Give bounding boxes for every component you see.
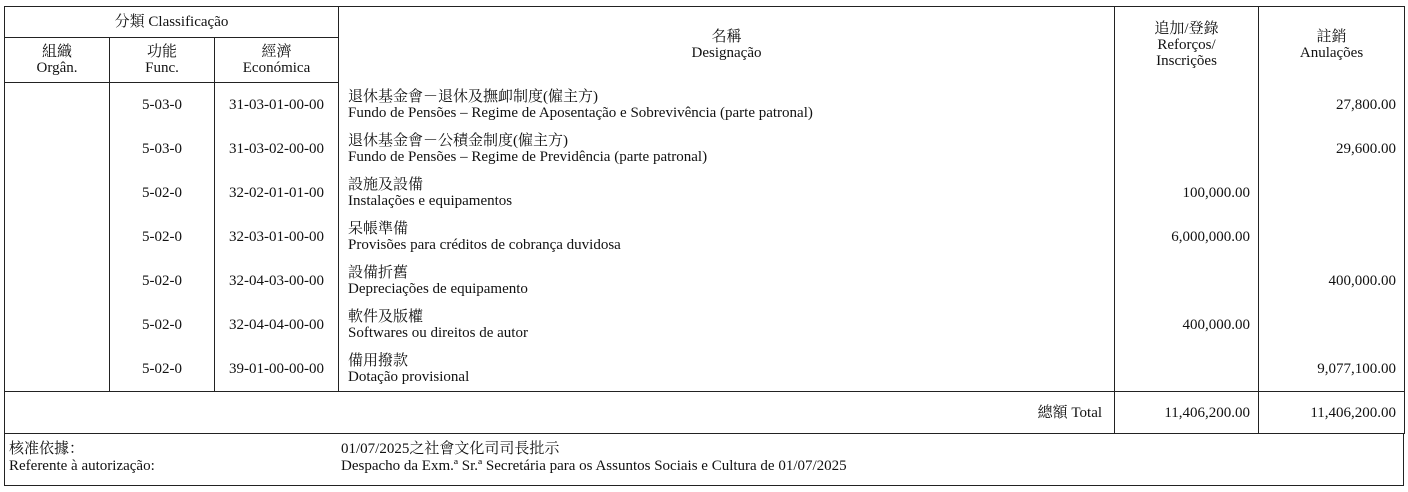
economic-code-cell: 32-03-01-00-00	[215, 215, 339, 259]
functional-code-cell: 5-03-0	[110, 83, 215, 128]
cancellation-amount-cell: 27,800.00	[1259, 83, 1405, 128]
designation-zh: 呆帳準備	[348, 221, 409, 237]
designation-zh: 備用撥款	[348, 353, 409, 369]
table-row	[5, 127, 1405, 171]
functional-header	[110, 38, 215, 83]
economic-code-cell: 32-04-03-00-00	[215, 259, 339, 303]
total-cancellations: 11,406,200.00	[1259, 392, 1405, 434]
functional-code-cell: 5-02-0	[110, 303, 215, 347]
total-reinforcements: 11,406,200.00	[1115, 392, 1259, 434]
designation-zh: 軟件及版權	[348, 309, 424, 325]
economic-code-cell: 31-03-01-00-00	[215, 83, 339, 128]
table-row	[5, 215, 1405, 259]
reinforcement-amount-cell	[1115, 127, 1259, 171]
reinforcement-amount-cell	[1115, 259, 1259, 303]
designation-zh: 設施及設備	[348, 177, 424, 193]
economic-code-cell: 32-02-01-01-00	[215, 171, 339, 215]
designation-zh: 退休基金會－公積金制度(僱主方)	[348, 133, 569, 149]
table-row	[5, 83, 1405, 128]
organic-code-cell	[5, 83, 110, 128]
classification-header: 分類 Classificação	[5, 7, 339, 38]
table-row	[5, 259, 1405, 303]
header-row-top	[5, 7, 1405, 38]
designation-header	[339, 7, 1115, 83]
designation-header-zh: 名稱	[711, 28, 742, 45]
organic-code-cell	[5, 215, 110, 259]
organic-code-cell	[5, 303, 110, 347]
authorization-label-zh: 核准依據：	[9, 441, 85, 457]
designation-pt: Dotação provisional	[348, 369, 470, 385]
designation-header-pt: Designação	[691, 44, 762, 61]
table-row	[5, 171, 1405, 215]
designation-pt: Softwares ou direitos de autor	[348, 325, 528, 341]
authorization-value-pt: Despacho da Exm.ª Sr.ª Secretária para os Assuntos Sociais e Cultura de 01/07/2025	[341, 458, 847, 474]
designation-pt: Fundo de Pensões – Regime de Aposentação e Sobrevivência (parte patronal)	[348, 104, 813, 121]
cancellation-amount-cell	[1259, 215, 1405, 259]
economic-code-cell: 31-03-02-00-00	[215, 127, 339, 171]
authorization-value-zh: 01/07/2025之社會文化司司長批示	[341, 441, 560, 457]
designation-cell	[339, 347, 1115, 392]
budget-table	[4, 6, 1405, 434]
reinforcements-header-pt1: Reforços/	[1157, 36, 1216, 53]
reinforcement-amount-cell	[1115, 83, 1259, 128]
cancellation-amount-cell: 29,600.00	[1259, 127, 1405, 171]
table-row	[5, 303, 1405, 347]
designation-cell	[339, 303, 1115, 347]
reinforcements-header-pt2: Inscrições	[1156, 52, 1217, 69]
total-label: 總額 Total	[339, 392, 1115, 434]
functional-code-cell: 5-02-0	[110, 215, 215, 259]
reinforcement-amount-cell	[1115, 347, 1259, 392]
designation-zh: 退休基金會－退休及撫卹制度(僱主方)	[348, 88, 599, 105]
reinforcements-header	[1115, 7, 1259, 83]
authorization-label	[9, 441, 155, 475]
designation-pt: Depreciações de equipamento	[348, 281, 528, 297]
functional-code-cell: 5-03-0	[110, 127, 215, 171]
functional-header-pt: Func.	[145, 60, 179, 76]
organic-code-cell	[5, 127, 110, 171]
organic-header-zh: 組織	[41, 44, 72, 60]
organic-code-cell	[5, 347, 110, 392]
authorization-label-pt: Referente à autorização:	[9, 458, 155, 474]
functional-code-cell: 5-02-0	[110, 347, 215, 392]
cancellations-header	[1259, 7, 1405, 83]
designation-cell	[339, 171, 1115, 215]
authorization-section	[4, 433, 1404, 486]
designation-zh: 設備折舊	[348, 265, 409, 281]
reinforcement-amount-cell: 100,000.00	[1115, 171, 1259, 215]
economic-header	[215, 38, 339, 83]
table-row	[5, 347, 1405, 392]
designation-cell	[339, 259, 1115, 303]
cancellation-amount-cell	[1259, 171, 1405, 215]
reinforcement-amount-cell: 6,000,000.00	[1115, 215, 1259, 259]
functional-code-cell: 5-02-0	[110, 171, 215, 215]
functional-header-zh: 功能	[146, 44, 177, 60]
cancellation-amount-cell: 9,077,100.00	[1259, 347, 1405, 392]
designation-pt: Fundo de Pensões – Regime de Previdência (parte patronal)	[348, 149, 708, 165]
economic-code-cell: 39-01-00-00-00	[215, 347, 339, 392]
economic-header-pt: Económica	[242, 60, 311, 76]
total-blank	[5, 392, 339, 434]
designation-cell	[339, 83, 1115, 128]
cancellations-header-zh: 註銷	[1316, 28, 1347, 45]
organic-code-cell	[5, 259, 110, 303]
cancellation-amount-cell	[1259, 303, 1405, 347]
cancellations-header-pt: Anulações	[1299, 44, 1364, 61]
organic-header-pt: Orgân.	[36, 60, 78, 76]
organic-header	[5, 38, 110, 83]
designation-cell	[339, 127, 1115, 171]
authorization-value	[341, 441, 847, 475]
cancellation-amount-cell: 400,000.00	[1259, 259, 1405, 303]
economic-code-cell: 32-04-04-00-00	[215, 303, 339, 347]
designation-pt: Provisões para créditos de cobrança duvidosa	[348, 237, 621, 253]
reinforcement-amount-cell: 400,000.00	[1115, 303, 1259, 347]
total-row	[5, 392, 1405, 434]
designation-pt: Instalações e equipamentos	[348, 193, 513, 209]
designation-cell	[339, 215, 1115, 259]
reinforcements-header-zh: 追加/登錄	[1154, 20, 1219, 37]
functional-code-cell: 5-02-0	[110, 259, 215, 303]
economic-header-zh: 經濟	[261, 44, 292, 60]
organic-code-cell	[5, 171, 110, 215]
